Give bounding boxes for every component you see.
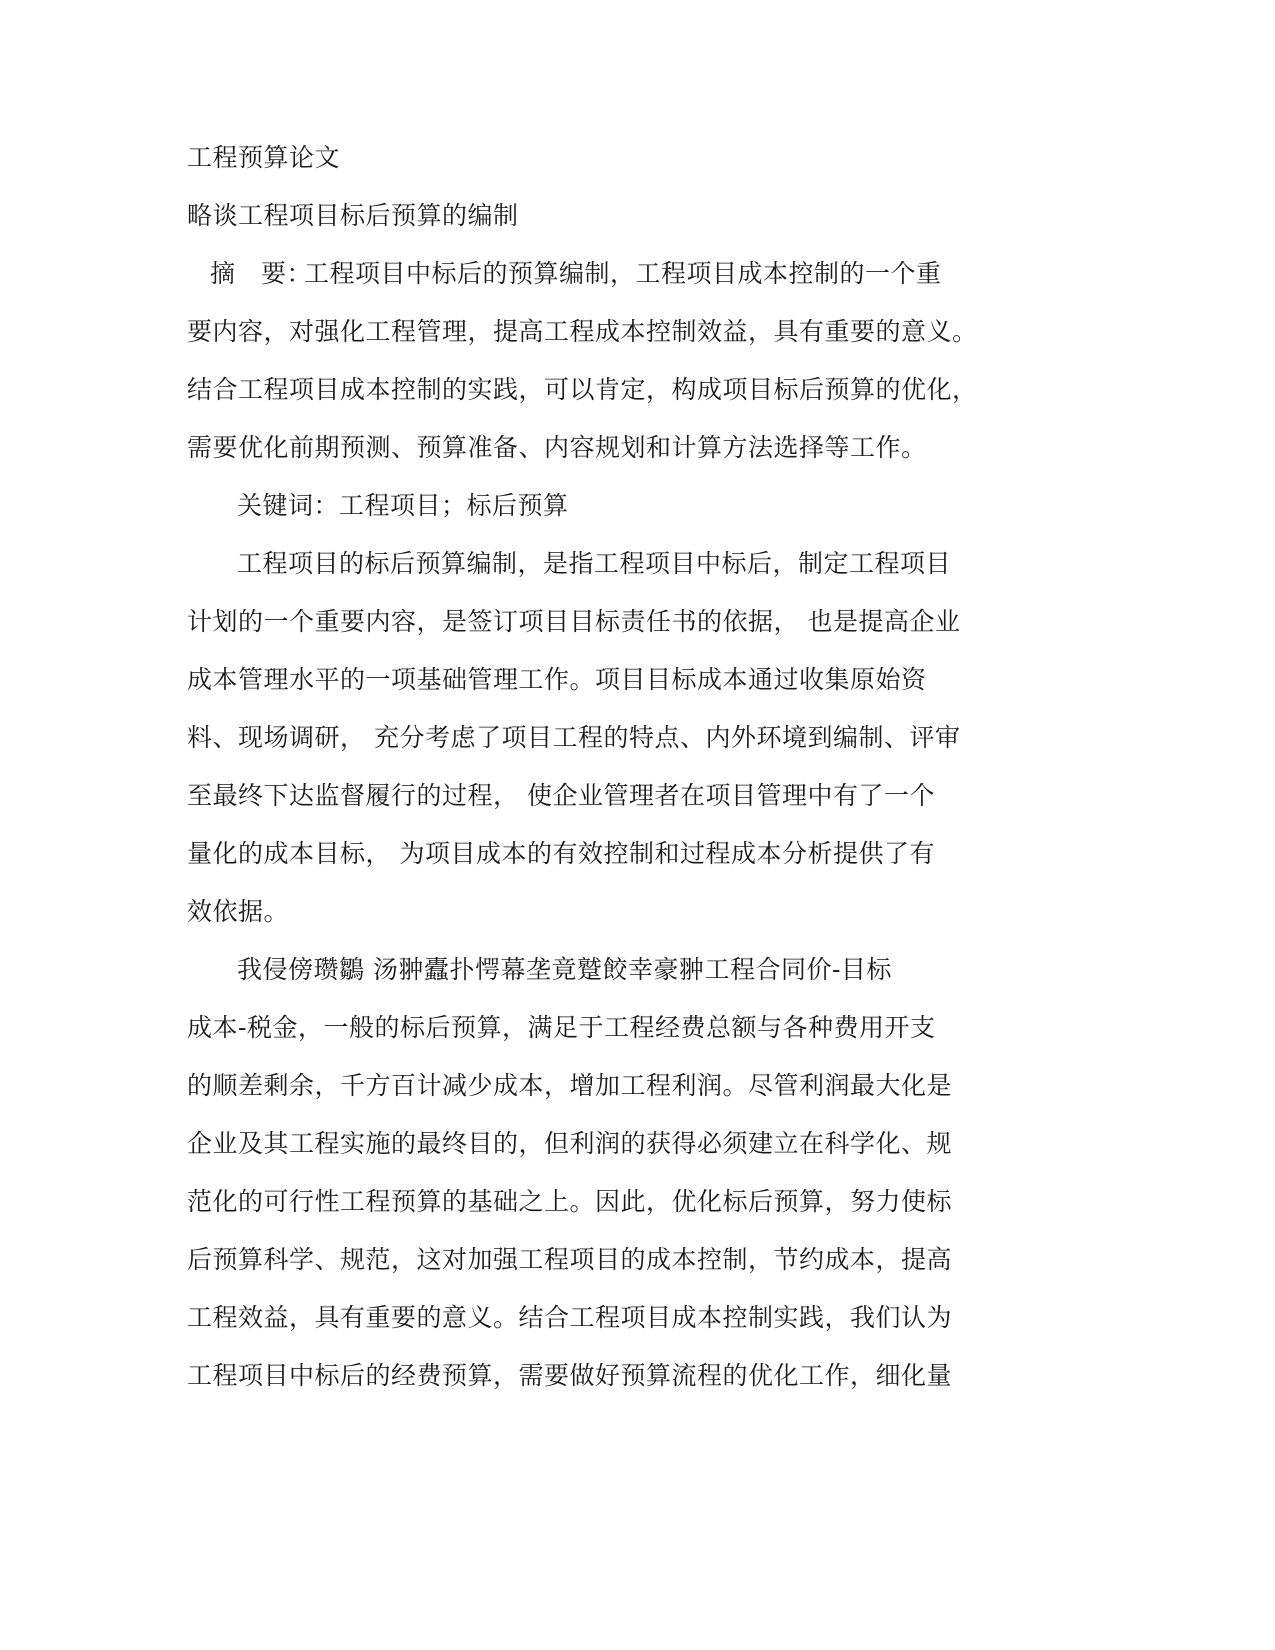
abstract-line: 结合工程项目成本控制的实践，可以肯定，构成项目标后预算的优化，: [187, 375, 978, 404]
paragraph-line: 料、现场调研， 充分考虑了项目工程的特点、内外环境到编制、评审: [187, 723, 961, 752]
document-heading: 工程预算论文: [187, 143, 341, 172]
paragraph-line: 量化的成本目标， 为项目成本的有效控制和过程成本分析提供了有: [187, 839, 935, 868]
paragraph-line: 成本管理水平的一项基础管理工作。项目目标成本通过收集原始资: [187, 665, 927, 694]
paragraph-line: 的顺差剩余，千方百计减少成本，增加工程利润。尽管利润最大化是: [187, 1071, 953, 1100]
article-title: 略谈工程项目标后预算的编制: [187, 201, 519, 230]
paragraph-line: 我侵傍瓒鶵 汤翀蠹扑愕幕垄竟蹵餃幸豪翀工程合同价-目标: [237, 955, 892, 984]
paragraph-line: 至最终下达监督履行的过程， 使企业管理者在项目管理中有了一个: [187, 781, 935, 810]
paragraph-line: 工程项目的标后预算编制，是指工程项目中标后，制定工程项目: [237, 549, 952, 578]
paragraph-line: 范化的可行性工程预算的基础之上。因此，优化标后预算，努力使标: [187, 1187, 953, 1216]
paragraph-line: 工程效益，具有重要的意义。结合工程项目成本控制实践，我们认为: [187, 1303, 953, 1332]
paragraph-line: 工程项目中标后的经费预算，需要做好预算流程的优化工作，细化量: [187, 1361, 953, 1390]
abstract-label: 摘 要：: [210, 259, 313, 288]
abstract-line: 需要优化前期预测、预算准备、内容规划和计算方法选择等工作。: [187, 433, 927, 462]
paragraph-line: 计划的一个重要内容，是签订项目目标责任书的依据， 也是提高企业: [187, 607, 961, 636]
abstract-line: 要内容，对强化工程管理，提高工程成本控制效益，具有重要的意义。: [187, 317, 978, 346]
keywords: 关键词：工程项目；标后预算: [237, 491, 569, 520]
abstract-line: 工程项目中标后的预算编制，工程项目成本控制的一个重: [304, 259, 942, 288]
paragraph-line: 企业及其工程实施的最终目的，但利润的获得必须建立在科学化、规: [187, 1129, 953, 1158]
paragraph-line: 效依据。: [187, 897, 290, 926]
paragraph-line: 成本-税金，一般的标后预算，满足于工程经费总额与各种费用开支: [187, 1013, 936, 1042]
paragraph-line: 后预算科学、规范，这对加强工程项目的成本控制，节约成本，提高: [187, 1245, 953, 1274]
